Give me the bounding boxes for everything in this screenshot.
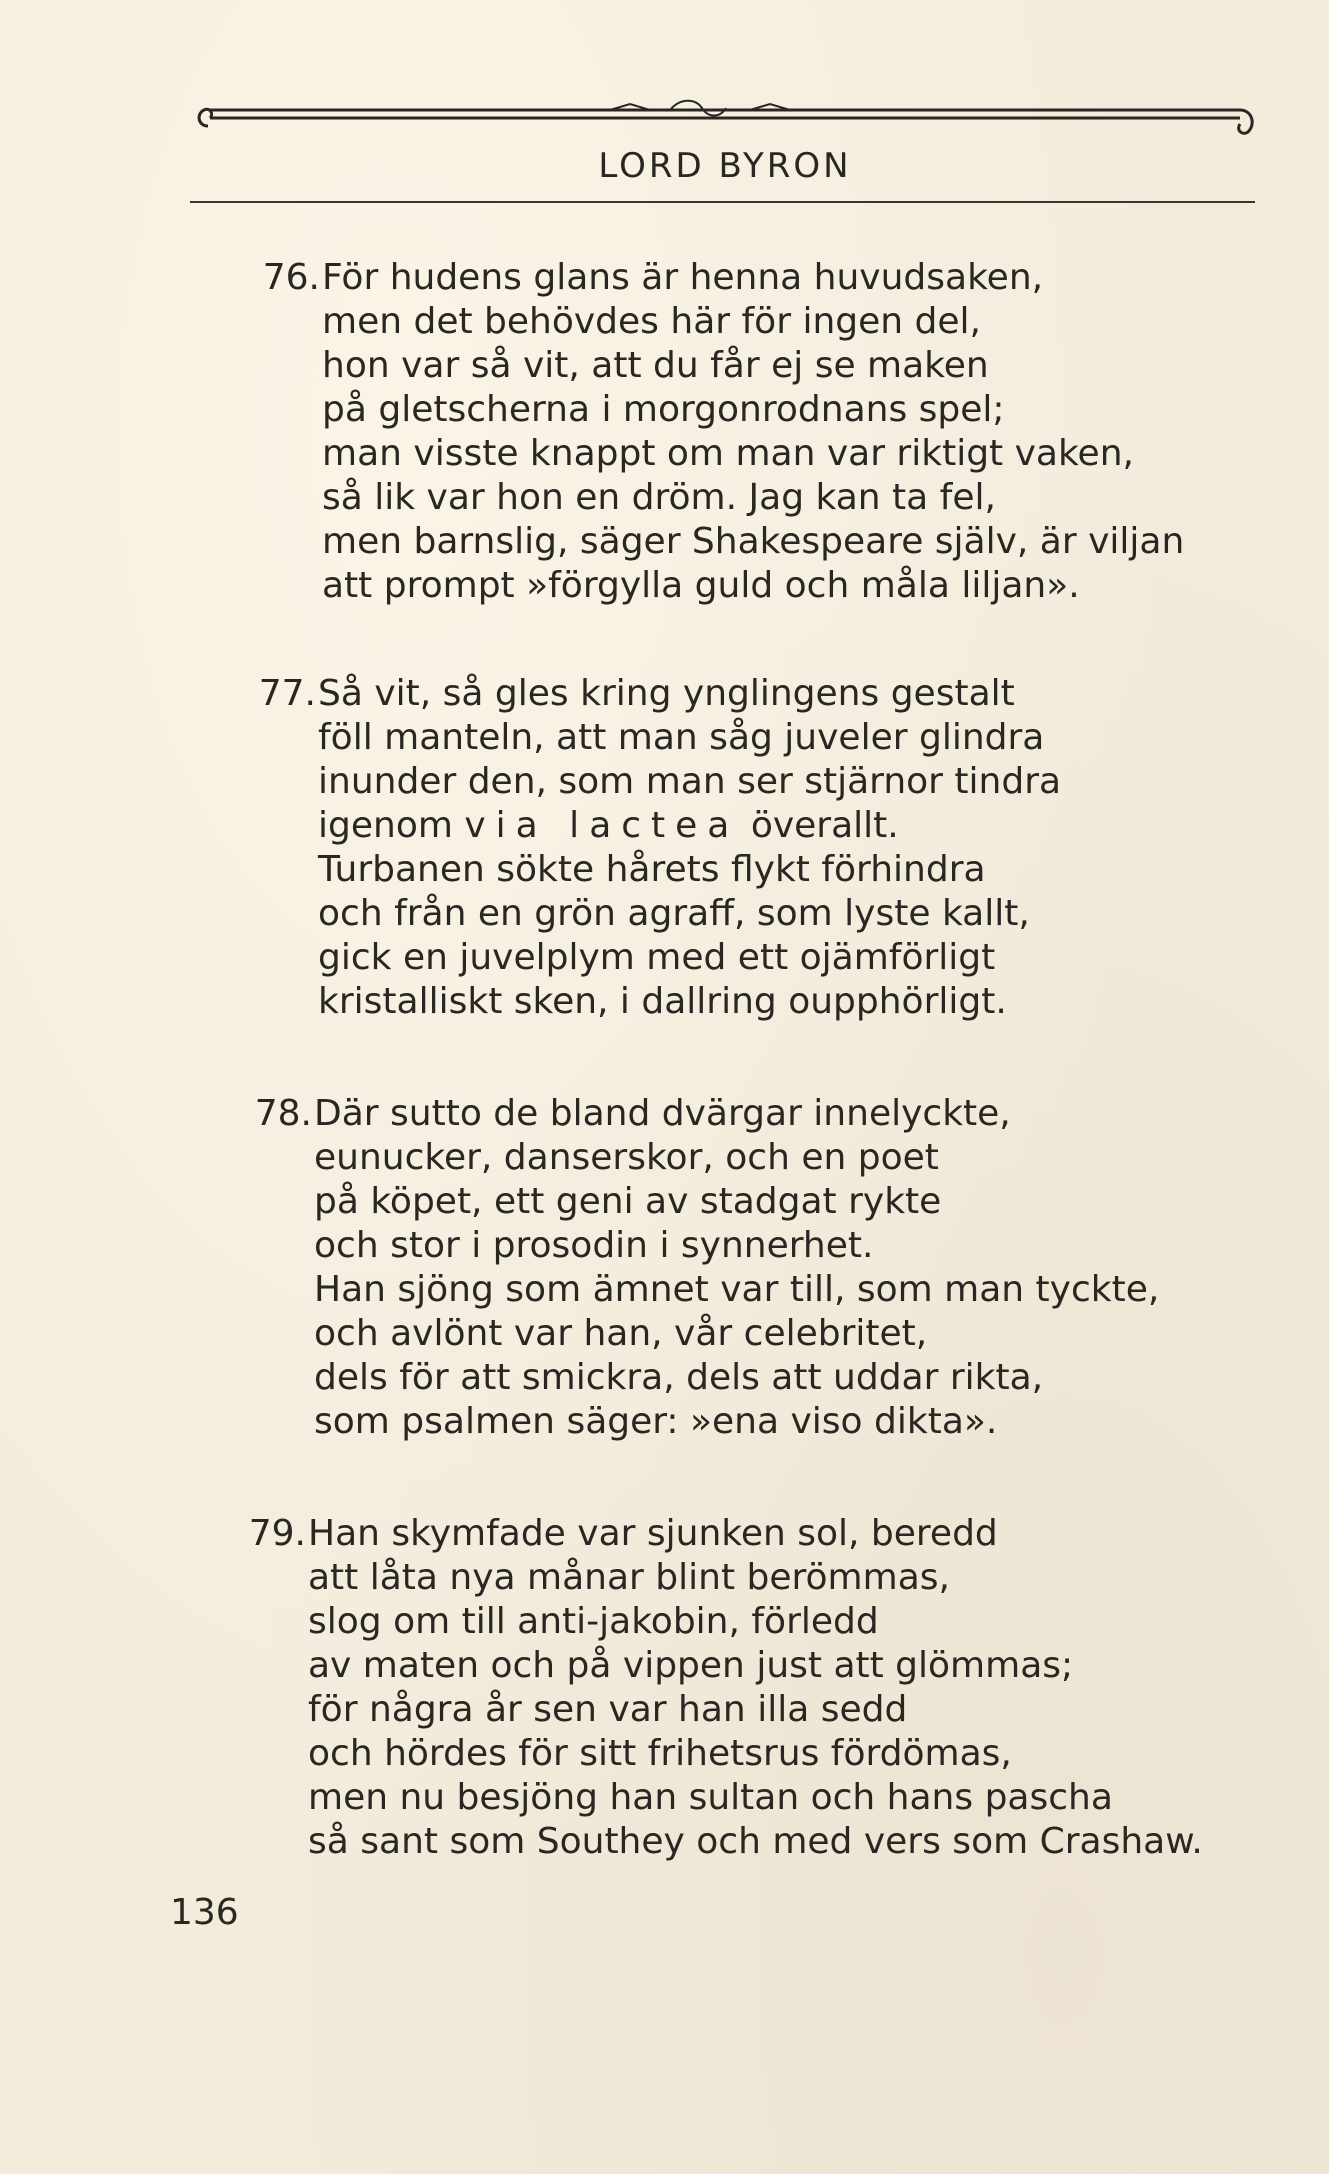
verse-line: kristalliskt sken, i dallring oupphörligt.	[318, 981, 1007, 1022]
verse-line	[318, 804, 1061, 848]
verse-line: och från en grön agraff, som lyste kallt,	[318, 893, 1030, 934]
emphasized-latin: via lactea	[464, 805, 740, 846]
verse-line: men barnslig, säger Shakespeare själv, är viljan	[322, 521, 1185, 562]
stanza-number: 79.	[248, 1513, 306, 1554]
verse-line: så sant som Southey och med vers som Crashaw.	[308, 1821, 1203, 1862]
verse-line: hon var så vit, att du får ej se maken	[322, 345, 989, 386]
verse-line: av maten och på vippen just att glömmas;	[308, 1645, 1074, 1686]
verse-line: Där sutto de bland dvärgar innelyckte,	[314, 1093, 1011, 1134]
verse-text: överallt.	[750, 805, 899, 846]
running-head: LORD BYRON	[598, 146, 852, 186]
verse-line: gick en juvelplym med ett ojämförligt	[318, 937, 996, 978]
verse-line: och hördes för sitt frihetsrus fördömas,	[308, 1733, 1012, 1774]
verse-line: Turbanen sökte hårets flykt förhindra	[318, 849, 986, 890]
verse-line: Så vit, så gles kring ynglingens gestalt	[318, 673, 1015, 714]
verse-line: för några år sen var han illa sedd	[308, 1689, 908, 1730]
verse-line: eunucker, danserskor, och en poet	[314, 1137, 939, 1178]
header-rule	[190, 201, 1255, 203]
verse-line: dels för att smickra, dels att uddar rikta,	[314, 1357, 1044, 1398]
verse-line: som psalmen säger: »ena viso dikta».	[314, 1401, 998, 1442]
verse-line: slog om till anti-jakobin, förledd	[308, 1601, 879, 1642]
verse-line: på köpet, ett geni av stadgat rykte	[314, 1181, 942, 1222]
stanza-number: 78.	[254, 1093, 312, 1134]
verse-line: inunder den, som man ser stjärnor tindra	[318, 761, 1062, 802]
verse-line: Han skymfade var sjunken sol, beredd	[308, 1513, 998, 1554]
page-number: 136	[170, 1892, 239, 1933]
verse-line: så lik var hon en dröm. Jag kan ta fel,	[322, 477, 996, 518]
header-ornament	[190, 96, 1260, 144]
verse-text: igenom	[318, 805, 453, 846]
verse-line: och stor i prosodin i synnerhet.	[314, 1225, 874, 1266]
stanza-number: 76.	[262, 257, 320, 298]
verse-line: Han sjöng som ämnet var till, som man tyckte,	[314, 1269, 1160, 1310]
verse-line: men nu besjöng han sultan och hans pascha	[308, 1777, 1113, 1818]
verse-line: men det behövdes här för ingen del,	[322, 301, 981, 342]
verse-line: att låta nya månar blint berömmas,	[308, 1557, 950, 1598]
verse-line: att prompt »förgylla guld och måla liljan».	[322, 565, 1080, 606]
verse-line: och avlönt var han, vår celebritet,	[314, 1313, 928, 1354]
verse-line: man visste knappt om man var riktigt vaken,	[322, 433, 1134, 474]
verse-line: på gletscherna i morgonrodnans spel;	[322, 389, 1005, 430]
verse-line: föll manteln, att man såg juveler glindra	[318, 717, 1045, 758]
stanza-number: 77.	[258, 673, 316, 714]
verse-line: För hudens glans är henna huvudsaken,	[322, 257, 1044, 298]
